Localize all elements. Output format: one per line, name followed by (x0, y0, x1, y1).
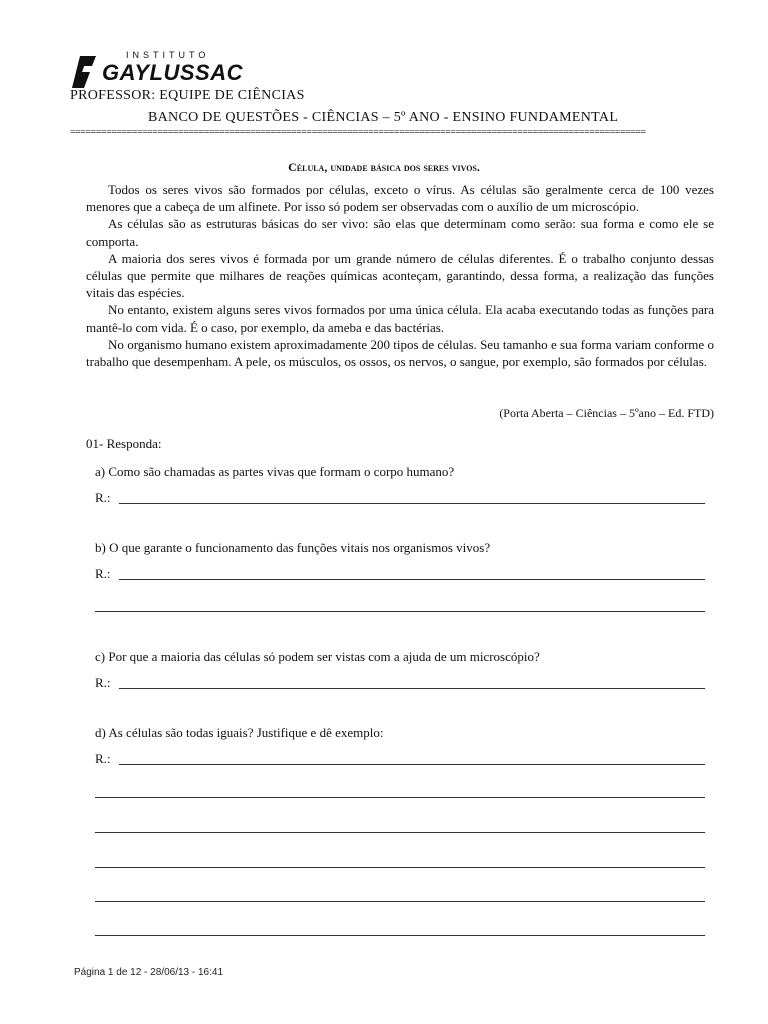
question-bank-line: BANCO DE QUESTÕES - CIÊNCIAS – 5º ANO - ENSINO FUNDAMENTAL (148, 110, 619, 125)
answer-prefix: R.: (95, 566, 111, 581)
question-d: d) As células são todas iguais? Justifique e dê exemplo: (95, 725, 384, 740)
question-b: b) O que garante o funcionamento das funções vitais nos organismos vivos? (95, 540, 491, 555)
question-a: a) Como são chamadas as partes vivas que formam o corpo humano? (95, 464, 455, 479)
article-paragraph: No organismo humano existem aproximadamente 200 tipos de células. Seu tamanho e sua forma variam conforme o trabalho que desempenham. A pele, os músculos, os ossos, os nervos, o sangue, por exemplo, são formados por células. (86, 336, 714, 370)
article-paragraph: As células são as estruturas básicas do ser vivo: são elas que determinam como serão: sua forma e como ele se comporta. (86, 216, 714, 249)
answer-line[interactable] (95, 784, 705, 800)
answer-line[interactable] (95, 675, 705, 691)
logo-institute-text: INSTITUTO (126, 50, 210, 60)
separator-line: ================================================================================================================ (70, 128, 646, 138)
answer-line[interactable] (95, 922, 705, 938)
article-body (86, 181, 714, 370)
article-paragraph: Todos os seres vivos são formados por células, exceto o vírus. As células são geralmente cerca de 100 vezes menores que a cabeça de um alfinete. Por isso só podem ser observadas com o auxílio de um microscópio. (86, 182, 714, 215)
question-c: c) Por que a maioria das células só podem ser vistas com a ajuda de um microscópio? (95, 649, 540, 664)
answer-line[interactable] (95, 490, 705, 506)
professor-line: PROFESSOR: EQUIPE DE CIÊNCIAS (70, 88, 305, 103)
answer-line[interactable] (95, 751, 705, 767)
institute-logo (70, 50, 250, 90)
answer-prefix: R.: (95, 751, 111, 766)
article-title: Célula, unidade básica dos seres vivos. (288, 160, 480, 174)
logo-emblem-icon (70, 52, 100, 90)
answer-line[interactable] (95, 566, 705, 582)
answer-line[interactable] (95, 598, 705, 614)
source-citation: (Porta Aberta – Ciências – 5ºano – Ed. FTD) (499, 406, 714, 420)
questions-heading: 01- Responda: (86, 436, 162, 451)
answer-prefix: R.: (95, 675, 111, 690)
answer-line[interactable] (95, 854, 705, 870)
article-paragraph: A maioria dos seres vivos é formada por um grande número de células diferentes. É o trabalho conjunto dessas células que permite que milhares de reações químicas aconteçam, garantindo, dessa forma, a realização das funções vitais das espécies. (86, 250, 714, 301)
answer-prefix: R.: (95, 490, 111, 505)
answer-line[interactable] (95, 819, 705, 835)
page-footer: Página 1 de 12 - 28/06/13 - 16:41 (74, 967, 224, 978)
article-paragraph: No entanto, existem alguns seres vivos formados por uma única célula. Ela acaba executando todas as funções para mantê-lo com vida. É o caso, por exemplo, da ameba e das bactérias. (86, 302, 714, 335)
logo-name-text: GAYLUSSAC (102, 60, 243, 85)
answer-line[interactable] (95, 888, 705, 904)
